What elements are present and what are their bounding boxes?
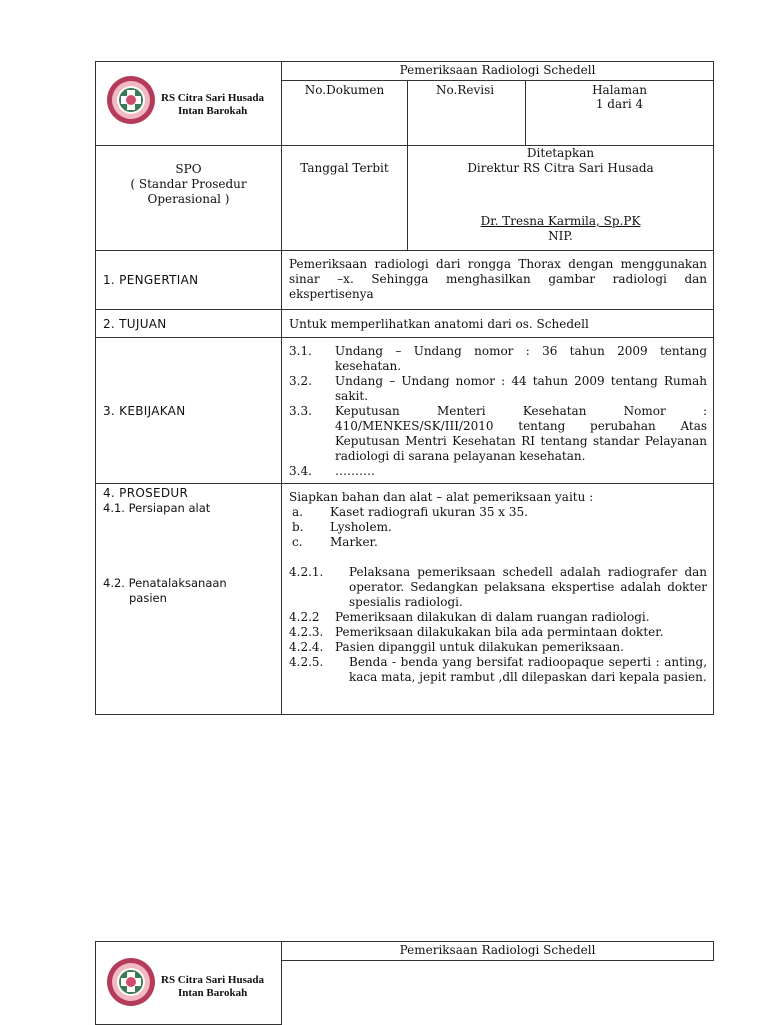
no-revisi-label: No.Revisi (408, 81, 526, 146)
kebijakan-list (282, 338, 714, 484)
hospital-logo-icon (106, 75, 156, 125)
penatalaksanaan-label-2: pasien (129, 591, 167, 605)
persiapan-label: 4.1. Persiapan alat (103, 501, 211, 515)
ditetapkan-cell (408, 146, 714, 251)
hospital-name (161, 92, 264, 118)
persiapan-intro: Siapkan bahan dan alat – alat pemeriksaan yaitu : (289, 490, 594, 504)
kebijakan-label: 3. KEBIJAKAN (96, 338, 282, 484)
prosedur-label-cell (96, 484, 282, 715)
list-item: 4.2.4. Pasien dipanggil untuk dilakukan pemeriksaan. (289, 640, 624, 654)
pengertian-label: 1. PENGERTIAN (96, 251, 282, 310)
no-dokumen-label: No.Dokumen (282, 81, 408, 146)
list-item: 4.2.5. Benda - benda yang bersifat radioopaque seperti : anting, kaca mata, jepit rambut ,dll dilepaskan dari kepala pasien. (289, 655, 708, 684)
halaman-value: 1 dari 4 (595, 97, 644, 111)
list-item: 3.2. Undang – Undang nomor : 44 tahun 2009 tentang Rumah sakit. (289, 374, 708, 403)
halaman-label: Halaman (592, 83, 647, 97)
hospital-logo-cell (96, 62, 282, 146)
signatory-name: Dr. Tresna Karmila, Sp.PK (480, 214, 641, 228)
hospital-name-line2: Intan Barokah (178, 987, 248, 999)
pengertian-text: Pemeriksaan radiologi dari rongga Thorax dengan menggunakan sinar –x. Sehingga menghasilkan gambar radiologi dan ekspertisenya (282, 251, 714, 310)
hospital-name (161, 974, 264, 1000)
document-title: Pemeriksaan Radiologi Schedell (282, 942, 714, 961)
tujuan-label: 2. TUJUAN (96, 310, 282, 338)
prosedur-label: 4. PROSEDUR (103, 486, 189, 500)
tujuan-text: Untuk memperlihatkan anatomi dari os. Schedell (282, 310, 714, 338)
penatalaksanaan-label: 4.2. Penatalaksanaan (103, 576, 227, 590)
spo-cell (96, 146, 282, 251)
list-item: 3.4. ………. (289, 464, 375, 478)
hospital-logo-icon (106, 957, 156, 1007)
nip-label: NIP. (548, 229, 573, 243)
list-item: 4.2.1. Pelaksana pemeriksaan schedell adalah radiografer dan operator. Sedangkan pelaksana ekspertise adalah dokter spesialis radiologi. (289, 565, 708, 609)
list-item: 4.2.2 Pemeriksaan dilakukan di dalam ruangan radiologi. (289, 610, 650, 624)
ditetapkan-label: Ditetapkan (526, 146, 595, 160)
footer-logo-cell (96, 942, 282, 999)
hospital-name-line1: RS Citra Sari Husada (161, 92, 264, 104)
document-title: Pemeriksaan Radiologi Schedell (282, 62, 714, 81)
spo-subtitle-2: Operasional ) (147, 192, 230, 206)
spo-document-table (95, 61, 714, 715)
direktur-label: Direktur RS Citra Sari Husada (467, 161, 654, 175)
hospital-name-line1: RS Citra Sari Husada (161, 974, 264, 986)
list-item: a. Kaset radiografi ukuran 35 x 35. (292, 505, 528, 519)
hospital-name-line2: Intan Barokah (178, 105, 248, 117)
spo-title: SPO (175, 162, 202, 176)
prosedur-content (282, 484, 714, 715)
list-item: 3.1. Undang – Undang nomor : 36 tahun 2009 tentang kesehatan. (289, 344, 708, 373)
halaman-cell (526, 81, 714, 146)
list-item: 4.2.3. Pemeriksaan dilakukakan bila ada permintaan dokter. (289, 625, 664, 639)
next-page-header-table (95, 941, 714, 1025)
spo-subtitle-1: ( Standar Prosedur (130, 177, 247, 191)
list-item: b. Lysholem. (292, 520, 392, 534)
list-item: 3.3. Keputusan Menteri Kesehatan Nomor : 410/MENKES/SK/III/2010 tentang perubahan Atas Keputusan Mentri Kesehatan RI tentang standar Pelayanan radiologi di sarana pelayanan kesehatan. (289, 404, 708, 463)
tanggal-terbit-label: Tanggal Terbit (282, 146, 408, 251)
list-item: c. Marker. (292, 535, 378, 549)
